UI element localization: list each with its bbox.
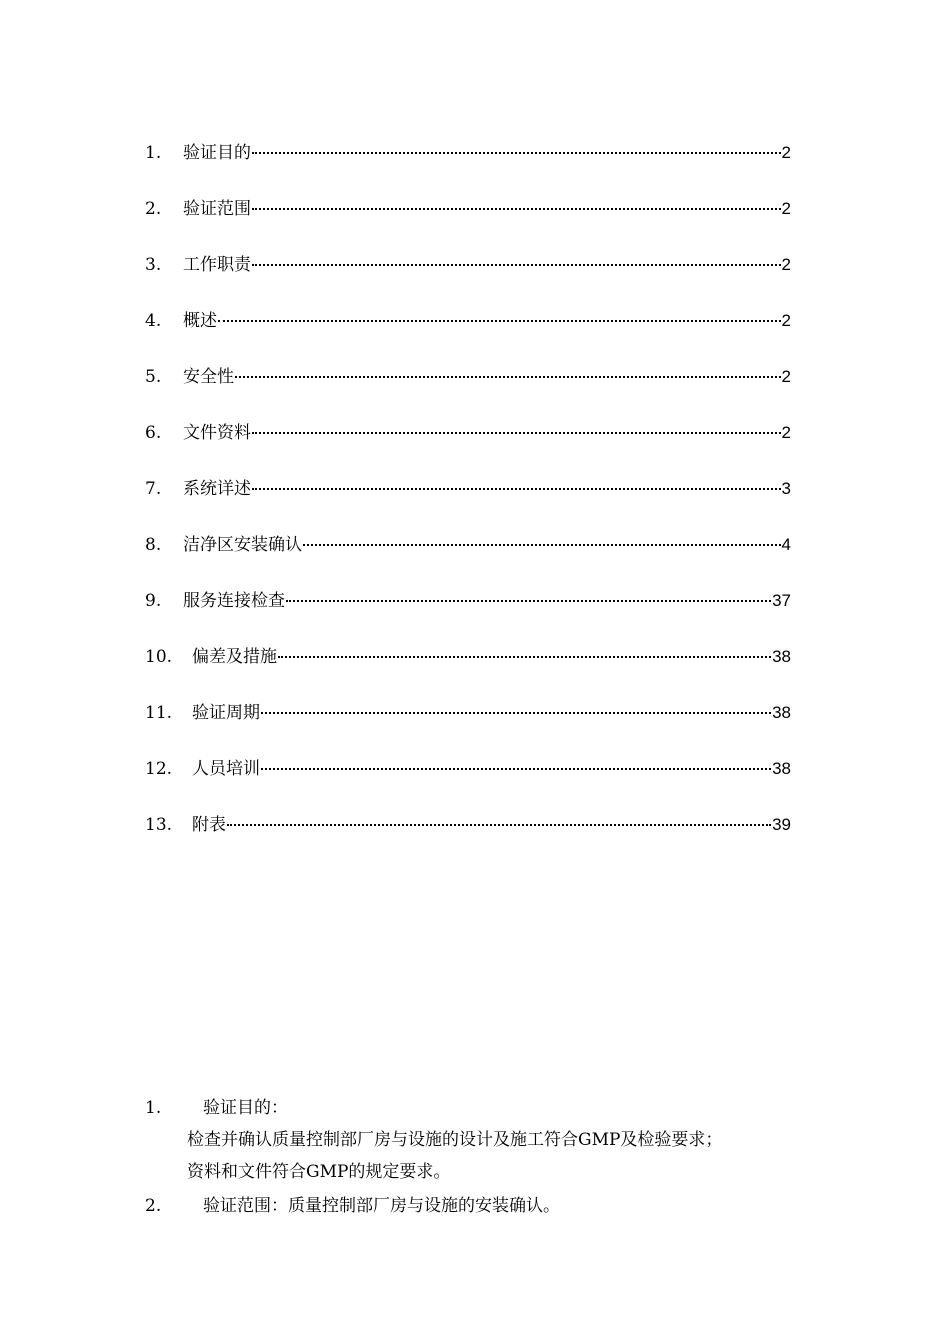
toc-title: 偏差及措施 <box>192 647 277 667</box>
toc-page-number: 38 <box>772 703 791 722</box>
toc-page-number: 3 <box>781 479 791 498</box>
toc-page-number: 38 <box>772 759 791 778</box>
toc-title: 洁净区安装确认 <box>183 535 302 555</box>
toc-page-number: 2 <box>781 199 791 218</box>
toc-title: 验证目的 <box>183 143 251 163</box>
toc-number: 10. <box>145 647 173 667</box>
toc-title: 附表 <box>192 815 226 835</box>
toc-page-number: 2 <box>781 311 791 330</box>
toc-number: 4. <box>145 311 162 331</box>
toc-entry[interactable] <box>145 476 791 502</box>
toc-page-number: 39 <box>772 815 791 834</box>
toc-dot-leader <box>252 264 781 266</box>
toc-entry[interactable] <box>145 308 791 334</box>
toc-title: 工作职责 <box>183 255 251 275</box>
toc-entry[interactable] <box>145 196 791 222</box>
toc-number: 1. <box>145 143 162 163</box>
toc-entry[interactable] <box>145 644 791 670</box>
toc-number: 13. <box>145 815 173 835</box>
toc-entry[interactable] <box>145 252 791 278</box>
toc-number: 11. <box>145 703 173 723</box>
toc-entry[interactable] <box>145 140 791 166</box>
toc-title: 服务连接检查 <box>183 591 285 611</box>
toc-number: 6. <box>145 423 162 443</box>
section-number: 2. <box>145 1196 162 1216</box>
toc-number: 5. <box>145 367 162 387</box>
section-paragraph-line: 资料和文件符合GMP的规定要求。 <box>187 1162 451 1182</box>
section-number: 1. <box>145 1098 162 1118</box>
toc-dot-leader <box>252 208 781 210</box>
toc-number: 3. <box>145 255 162 275</box>
toc-dot-leader <box>252 432 781 434</box>
toc-dot-leader <box>218 320 781 322</box>
toc-number: 2. <box>145 199 162 219</box>
toc-page-number: 37 <box>772 591 791 610</box>
toc-title: 文件资料 <box>183 423 251 443</box>
toc-number: 9. <box>145 591 162 611</box>
toc-page-number: 38 <box>772 647 791 666</box>
toc-entry[interactable] <box>145 532 791 558</box>
toc-page-number: 2 <box>781 367 791 386</box>
toc-title: 验证周期 <box>192 703 260 723</box>
toc-number: 7. <box>145 479 162 499</box>
toc-page-number: 2 <box>781 255 791 274</box>
section-paragraph-line: 检查并确认质量控制部厂房与设施的设计及施工符合GMP及检验要求； <box>187 1130 723 1150</box>
toc-title: 安全性 <box>183 367 234 387</box>
toc-page-number: 2 <box>781 423 791 442</box>
toc-entry[interactable] <box>145 588 791 614</box>
toc-title: 概述 <box>183 311 217 331</box>
toc-number: 8. <box>145 535 162 555</box>
toc-entry[interactable] <box>145 756 791 782</box>
toc-dot-leader <box>303 544 781 546</box>
toc-dot-leader <box>278 656 771 658</box>
toc-dot-leader <box>261 712 771 714</box>
toc-entry[interactable] <box>145 700 791 726</box>
toc-title: 人员培训 <box>192 759 260 779</box>
toc-dot-leader <box>252 152 781 154</box>
section-paragraph-line: 验证范围：质量控制部厂房与设施的安装确认。 <box>203 1196 560 1216</box>
toc-title: 验证范围 <box>183 199 251 219</box>
toc-dot-leader <box>252 488 781 490</box>
toc-dot-leader <box>235 376 781 378</box>
toc-dot-leader <box>286 600 771 602</box>
toc-dot-leader <box>261 768 771 770</box>
toc-page-number: 4 <box>781 535 791 554</box>
toc-title: 系统详述 <box>183 479 251 499</box>
toc-number: 12. <box>145 759 173 779</box>
section-heading: 验证目的： <box>203 1098 288 1118</box>
toc-entry[interactable] <box>145 812 791 838</box>
toc-page-number: 2 <box>781 143 791 162</box>
toc-entry[interactable] <box>145 364 791 390</box>
toc-dot-leader <box>227 824 771 826</box>
toc-entry[interactable] <box>145 420 791 446</box>
